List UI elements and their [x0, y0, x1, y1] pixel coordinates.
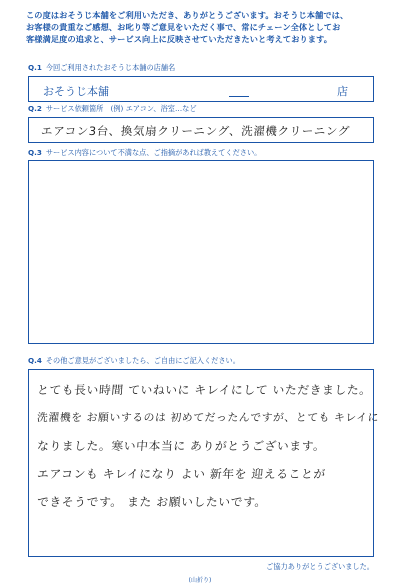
q2-answer-box	[28, 117, 374, 143]
q3-answer-box	[28, 160, 374, 344]
intro-line: 客様満足度の追求と、サービス向上に反映させていただきたいと考えております。	[26, 34, 332, 44]
intro-line: お客様の貴重なご感想、お叱り等ご意見をいただく事で、常にチェーン全体としてお	[26, 22, 341, 32]
q1-answer-box	[28, 76, 374, 102]
q4-answer-line: 洗濯機を お願いするのは 初めてだったんですが、とても キレイに	[36, 411, 380, 424]
q4-answer-line: とても長い時間 ていねいに キレイにして いただきました。	[36, 383, 373, 397]
q3-label	[28, 148, 261, 158]
q1-store-suffix: 店	[337, 85, 348, 98]
q4-answer-line: なりました。寒い中本当に ありがとうございます。	[36, 439, 327, 453]
q1-store-blank	[229, 96, 249, 97]
q1-number: Q.1	[28, 63, 42, 72]
q4-number: Q.4	[28, 356, 42, 365]
q2-handwritten-answer: エアコン3台、換気扇クリーニング、洗濯機クリーニング	[40, 124, 351, 138]
q3-number: Q.3	[28, 148, 42, 157]
q2-label	[28, 104, 197, 114]
intro-text	[26, 9, 386, 45]
q1-question: 今回ご利用されたおそうじ本舗の店舗名	[45, 63, 176, 72]
q3-question: サービス内容について不満な点、ご指摘があれば教えてください。	[45, 148, 262, 157]
q4-answer-box	[28, 369, 380, 557]
q1-store-brand: おそうじ本舗	[43, 85, 109, 98]
thanks-note: ご協力ありがとうございました。	[266, 562, 374, 571]
q2-number: Q.2	[28, 104, 42, 113]
fold-line-note: (山折り)	[188, 577, 212, 584]
intro-line: この度はおそうじ本舗をご利用いただき、ありがとうございます。おそうじ本舗では、	[26, 10, 349, 20]
q4-answer-line: エアコンも キレイになり よい 新年を 迎えることが	[36, 467, 327, 481]
q2-question: サービス依頼箇所 (例) エアコン、浴室…など	[45, 104, 197, 113]
q1-label	[28, 63, 175, 73]
q4-answer-line: できそうです。 また お願いしたいです。	[36, 495, 268, 509]
q4-label	[28, 356, 240, 366]
q4-question: その他ご意見がございましたら、ご自由にご記入ください。	[45, 356, 240, 365]
q4-handwritten-answer	[37, 376, 379, 516]
